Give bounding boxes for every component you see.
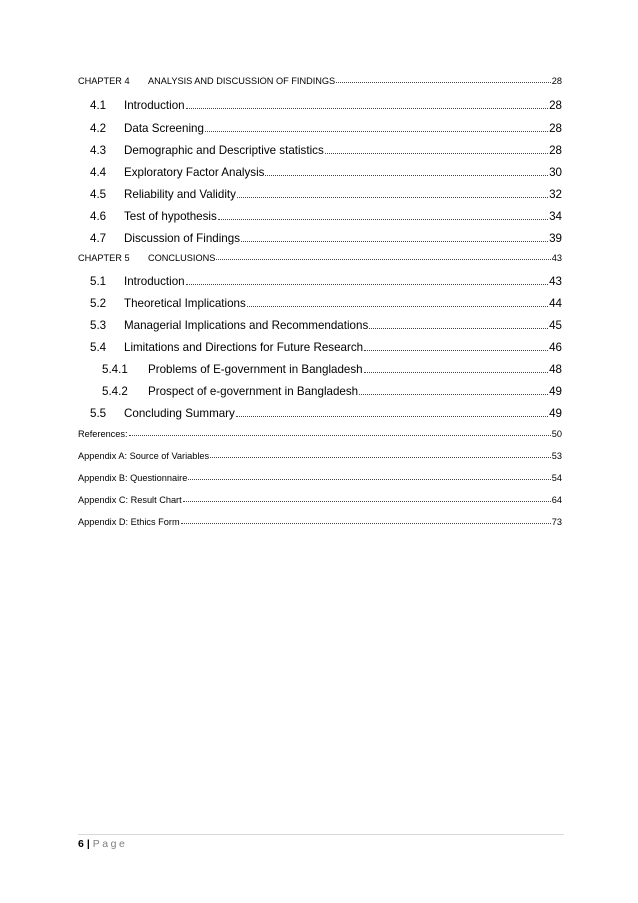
toc-title: Theoretical Implications [124,297,246,310]
dot-leader [325,153,548,154]
toc-number: 5.2 [90,297,107,310]
toc-page: 49 [549,385,562,398]
toc-number: CHAPTER 5 [78,253,130,263]
dot-leader [205,131,548,132]
toc-page: 34 [549,210,562,223]
toc-page: 44 [549,297,562,310]
page-footer [78,838,127,850]
toc-entry-appendix-b[interactable] [78,473,562,483]
toc-title: Reliability and Validity [124,188,236,201]
toc-page: 39 [549,232,562,245]
toc-number: 5.4.2 [102,385,128,398]
toc-entry-appendix-d[interactable] [78,517,562,527]
toc-page: 54 [551,473,562,483]
toc-page: 28 [551,76,562,86]
toc-entry-5-4-1[interactable] [78,363,562,376]
toc-page: 48 [549,363,562,376]
toc-number: CHAPTER 4 [78,76,130,86]
toc-title: Introduction [124,275,185,288]
toc-number: 4.3 [90,144,107,157]
toc-page: 43 [551,253,562,263]
toc-entry-appendix-a[interactable] [78,451,562,461]
toc-entry-5-3[interactable] [78,319,562,332]
toc-entry-chapter-4[interactable] [78,76,562,86]
toc-entry-5-4[interactable] [78,341,562,354]
dot-leader [364,372,548,373]
toc-entry-4-6[interactable] [78,210,562,223]
toc-title: Limitations and Directions for Future Research [124,341,364,354]
dot-leader [218,219,548,220]
toc-page: 32 [549,188,562,201]
toc-title: Demographic and Descriptive statistics [124,144,324,157]
toc-entry-5-4-2[interactable] [78,385,562,398]
toc-entry-5-2[interactable] [78,297,562,310]
toc-number: 5.1 [90,275,107,288]
toc-page: 73 [551,517,562,527]
toc-page: 28 [549,122,562,135]
toc-title: Data Screening [124,122,204,135]
dot-leader [241,241,548,242]
toc-entry-4-2[interactable] [78,122,562,135]
dot-leader [369,328,548,329]
toc-number: 5.4.1 [102,363,128,376]
toc-title: Appendix D: Ethics Form [78,517,180,527]
toc-title: Test of hypothesis [124,210,217,223]
toc-page: 28 [549,144,562,157]
dot-leader [237,197,548,198]
toc-page: 46 [549,341,562,354]
dot-leader [181,523,551,524]
toc-page: 28 [549,99,562,112]
dot-leader [186,284,549,285]
dot-leader [247,306,548,307]
toc-title: Introduction [124,99,185,112]
toc-title: Managerial Implications and Recommendations [124,319,369,332]
toc-title: Concluding Summary [124,407,235,420]
toc-title: Appendix C: Result Chart [78,495,182,505]
dot-leader [236,416,548,417]
toc-entry-4-5[interactable] [78,188,562,201]
toc-title: Discussion of Findings [124,232,240,245]
dot-leader [210,457,551,458]
toc-number: 4.1 [90,99,107,112]
toc-title: Prospect of e-government in Bangladesh [148,385,359,398]
dot-leader [183,501,551,502]
toc-page: 49 [549,407,562,420]
toc-entry-appendix-c[interactable] [78,495,562,505]
dot-leader [129,435,551,436]
toc-entry-4-7[interactable] [78,232,562,245]
toc-entry-5-5[interactable] [78,407,562,420]
toc-title: Exploratory Factor Analysis [124,166,265,179]
footer-divider [78,834,564,835]
footer-separator: | [86,838,90,850]
toc-number: 4.4 [90,166,107,179]
footer-page-number: 6 [78,838,84,850]
toc-number: 5.3 [90,319,107,332]
toc-number: 5.5 [90,407,107,420]
toc-number: 4.5 [90,188,107,201]
toc-title: Appendix A: Source of Variables [78,451,210,461]
toc-entry-4-4[interactable] [78,166,562,179]
dot-leader [336,82,551,83]
dot-leader [364,350,548,351]
toc-entry-4-1[interactable] [78,99,562,112]
dot-leader [216,259,550,260]
toc-number: 4.6 [90,210,107,223]
toc-number: 5.4 [90,341,107,354]
toc-number: 4.7 [90,232,107,245]
toc-entry-references[interactable] [78,429,562,439]
toc-entry-chapter-5[interactable] [78,253,562,263]
dot-leader [359,394,548,395]
toc-entry-5-1[interactable] [78,275,562,288]
toc-title: References: [78,429,128,439]
toc-title: CONCLUSIONS [148,253,216,263]
toc-entry-4-3[interactable] [78,144,562,157]
toc-page: 64 [551,495,562,505]
toc-page: 30 [549,166,562,179]
toc-title: Problems of E-government in Bangladesh [148,363,363,376]
toc-page: 43 [549,275,562,288]
dot-leader [265,175,548,176]
footer-page-label: Page [92,838,128,850]
toc-title: Appendix B: Questionnaire [78,473,188,483]
toc-page: 50 [551,429,562,439]
toc-page: 53 [551,451,562,461]
dot-leader [188,479,550,480]
toc-number: 4.2 [90,122,107,135]
toc-title: ANALYSIS AND DISCUSSION OF FINDINGS [148,76,336,86]
dot-leader [186,108,549,109]
toc-page: 45 [549,319,562,332]
